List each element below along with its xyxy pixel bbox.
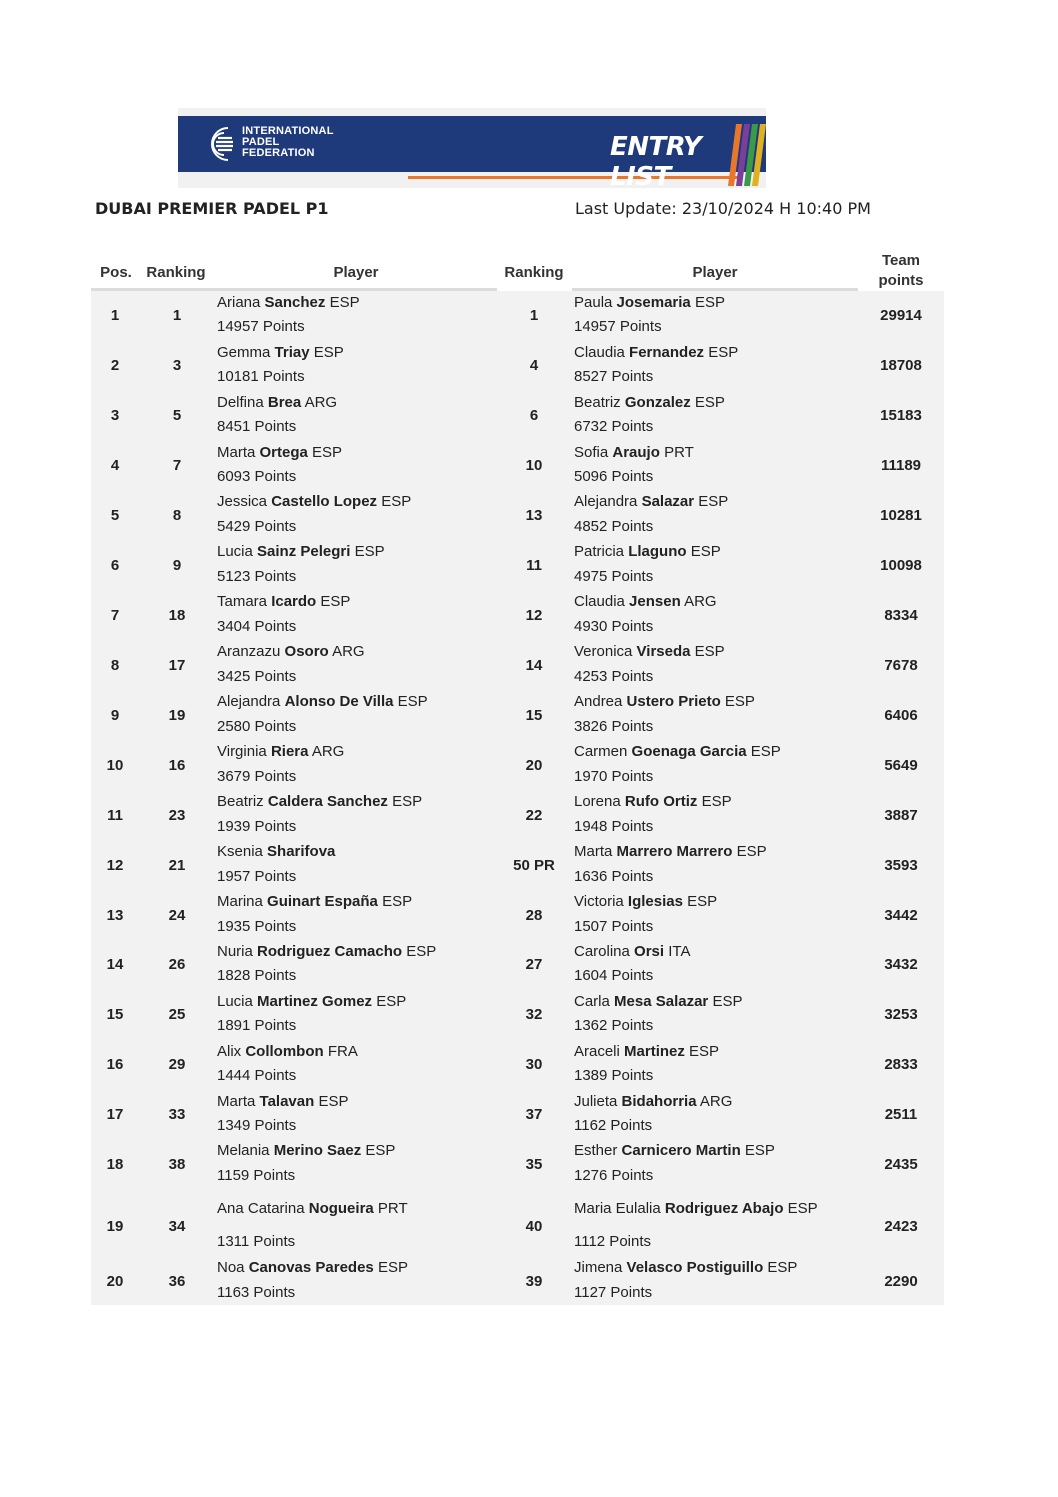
player-2-name [574,1043,719,1060]
first-name: Nuria [217,943,253,960]
first-name: Veronica [574,643,633,660]
ranking-cell-2: 11 [526,556,542,574]
position-cell: 12 [106,856,124,874]
ranking-cell-2: 28 [525,906,543,924]
player-1-name [217,444,342,461]
player-2-points: 8527 Points [574,368,654,385]
last-name: Osoro [284,643,329,660]
position-cell: 20 [106,1272,124,1290]
last-name: Iglesias [627,893,683,910]
nationality: ESP [787,1200,818,1217]
last-name: Marrero Marrero [616,843,733,860]
team-points-cell: 15183 [880,407,922,424]
player-1-points: 1444 Points [217,1067,297,1084]
position-cell: 6 [110,556,120,574]
player-1-name [217,1259,408,1276]
player-1-points: 1159 Points [217,1167,296,1184]
first-name: Gemma [217,344,271,361]
first-name: Lorena [574,793,621,810]
header-pos: Pos. [100,264,132,281]
last-name: Virseda [636,643,691,660]
ranking-cell-2: 4 [529,357,539,374]
player-1-name [217,543,385,560]
player-2-points: 1162 Points [574,1117,653,1134]
nationality: ESP [365,1142,396,1159]
team-points-cell: 6406 [884,706,918,724]
nationality: ESP [329,294,360,311]
nationality: ESP [687,893,718,910]
ranking-cell-2: 32 [525,1006,543,1023]
first-name: Esther [574,1142,618,1159]
nationality: ESP [701,793,732,810]
first-name: Marta [217,444,256,461]
first-name: Maria Eulalia [574,1200,661,1217]
team-points-cell: 3442 [884,906,918,924]
nationality: ESP [690,543,721,560]
nationality: ESP [377,1259,408,1276]
first-name: Marta [574,843,613,860]
first-name: Noa [217,1259,245,1276]
last-name: Caldera Sanchez [267,793,388,810]
nationality: ARG [684,593,717,610]
player-2-name [574,344,738,361]
last-name: Salazar [641,493,695,510]
ranking-cell-2: 39 [525,1272,543,1290]
first-name: Alejandra [217,693,281,710]
ranking-cell-2: 35 [525,1155,543,1173]
ranking-cell-1: 23 [168,806,186,824]
ranking-cell-1: 8 [172,506,182,524]
last-name: Sainz Pelegri [257,543,351,560]
player-2-name [574,693,755,710]
player-1-points: 1311 Points [217,1233,296,1250]
position-cell: 9 [110,706,120,724]
player-1-name [217,693,428,710]
player-1-points: 2580 Points [217,718,297,735]
nationality: ESP [712,993,743,1010]
nationality: FRA [327,1043,358,1060]
first-name: Ana Catarina [217,1200,305,1217]
player-2-points: 1276 Points [574,1167,654,1184]
player-1-name [217,943,436,960]
team-points-cell: 3432 [884,956,918,973]
last-update: Last Update: 23/10/2024 H 10:40 PM [575,199,871,218]
banner-title: ENTRY LIST [610,132,702,188]
first-name: Alejandra [574,493,638,510]
player-2-points: 4852 Points [574,518,654,535]
last-name: Nogueira [308,1200,374,1217]
player-2-name [574,543,721,560]
first-name: Marta [217,1093,256,1110]
team-points-cell: 3593 [884,856,918,874]
last-name: Goenaga Garcia [631,743,747,760]
first-name: Lucia [217,543,253,560]
player-2-points: 6732 Points [574,418,654,435]
player-1-name [217,793,422,810]
ranking-cell-2: 50 PR [513,856,555,874]
team-points-cell: 3253 [884,1006,918,1023]
ranking-cell-1: 24 [168,906,186,924]
player-2-points: 1604 Points [574,967,654,984]
player-2-name [574,493,728,510]
nationality: ARG [304,394,338,411]
nationality: ESP [381,493,412,510]
player-2-name [574,943,690,960]
first-name: Andrea [574,693,623,710]
last-name: Velasco Postiguillo [626,1259,764,1276]
tournament-name: DUBAI PREMIER PADEL P1 [95,199,329,218]
nationality: ESP [694,294,725,311]
nationality: ARG [311,743,345,760]
nationality: PRT [664,444,694,461]
first-name: Claudia [574,344,625,361]
header-player-1: Player [333,264,379,281]
federation-name: INTERNATIONAL PADEL FEDERATION [242,125,334,159]
ranking-cell-1: 33 [168,1106,186,1123]
player-1-name [217,843,335,860]
player-1-name [217,394,337,411]
nationality: ESP [694,394,725,411]
nationality: ESP [689,1043,720,1060]
position-cell: 19 [106,1217,124,1235]
player-2-points: 4253 Points [574,668,654,685]
player-1-name [217,493,411,510]
first-name: Carla [574,993,610,1010]
player-2-points: 4930 Points [574,618,654,635]
last-name: Martinez [624,1043,685,1060]
last-name: Llaguno [628,543,687,560]
last-name: Riera [270,743,309,760]
position-cell: 17 [106,1106,124,1123]
player-2-name [574,1093,732,1110]
first-name: Jessica [217,493,268,510]
position-cell: 18 [106,1155,124,1173]
player-2-points: 1112 Points [574,1233,651,1250]
ranking-cell-2: 22 [525,806,543,824]
last-name: Castello Lopez [271,493,378,510]
player-1-points: 3679 Points [217,768,297,785]
player-2-points: 1362 Points [574,1017,654,1034]
first-name: Marina [217,893,263,910]
player-2-points: 1970 Points [574,768,654,785]
nationality: PRT [377,1200,408,1217]
player-1-points: 1163 Points [217,1284,296,1301]
ranking-cell-1: 34 [168,1217,186,1235]
first-name: Beatriz [574,394,621,411]
nationality: ESP [354,543,385,560]
ranking-cell-1: 16 [168,756,186,774]
player-2-name [574,1259,797,1276]
last-name: Icardo [271,593,317,610]
player-1-name [217,1200,408,1217]
team-points-cell: 2423 [884,1217,918,1235]
player-1-points: 6093 Points [217,468,297,485]
last-name: Rufo Ortiz [624,793,698,810]
ranking-cell-1: 1 [172,307,182,324]
team-points-cell: 2833 [884,1056,918,1073]
first-name: Melania [217,1142,270,1159]
team-points-cell: 10281 [880,506,922,524]
nationality: ESP [750,743,781,760]
player-1-points: 1891 Points [217,1017,297,1034]
nationality: ESP [724,693,755,710]
player-1-name [217,1093,348,1110]
position-cell: 13 [106,906,124,924]
ranking-cell-2: 27 [525,956,543,973]
team-points-cell: 5649 [884,756,918,774]
position-cell: 3 [110,407,120,424]
player-1-name [217,743,344,760]
first-name: Claudia [574,593,625,610]
last-name: Gonzalez [624,394,691,411]
last-name: Fernandez [629,344,705,361]
player-1-points: 3425 Points [217,668,297,685]
player-2-points: 1948 Points [574,818,654,835]
team-points-cell: 3887 [884,806,918,824]
team-points-cell: 18708 [880,357,922,374]
ranking-cell-2: 10 [525,457,543,474]
last-name: Martinez Gomez [257,993,373,1010]
player-1-name [217,893,412,910]
last-name: Guinart España [267,893,378,910]
team-points-cell: 8334 [884,606,918,624]
last-name: Josemaria [616,294,691,311]
ranking-cell-1: 7 [172,457,182,474]
ranking-cell-2: 6 [529,407,539,424]
team-points-cell: 11189 [880,457,922,474]
nationality: ARG [332,643,365,660]
nationality: ITA [668,943,691,960]
position-cell: 2 [110,357,120,374]
position-cell: 10 [106,756,124,774]
ranking-cell-2: 37 [525,1106,543,1123]
nationality: ESP [698,493,729,510]
nationality: ESP [382,893,413,910]
player-1-name [217,344,344,361]
last-name: Ortega [259,444,308,461]
ranking-cell-2: 1 [529,307,539,324]
last-name: Carnicero Martin [621,1142,741,1159]
banner-color-stripes-icon [726,116,766,186]
last-name: Mesa Salazar [614,993,709,1010]
last-name: Ustero Prieto [626,693,721,710]
nationality: ESP [320,593,351,610]
ranking-cell-1: 19 [168,706,186,724]
first-name: Carolina [574,943,630,960]
ranking-cell-1: 9 [172,556,182,574]
nationality: ESP [708,344,739,361]
ranking-cell-1: 26 [168,956,186,973]
player-1-points: 1939 Points [217,818,297,835]
player-2-name [574,294,725,311]
last-name: Jensen [629,593,681,610]
first-name: Virginia [217,743,267,760]
first-name: Beatriz [217,793,264,810]
ranking-cell-2: 15 [525,706,543,724]
player-2-points: 1636 Points [574,868,654,885]
nationality: ESP [397,693,428,710]
player-2-name [574,394,725,411]
last-name: Rodriguez Camacho [257,943,403,960]
player-1-name [217,294,360,311]
last-name: Canovas Paredes [248,1259,374,1276]
first-name: Alix [217,1043,242,1060]
team-points-cell: 2511 [884,1106,918,1123]
player-2-name [574,643,725,660]
player-2-points: 1127 Points [574,1284,653,1301]
player-2-points: 5096 Points [574,468,654,485]
player-1-points: 8451 Points [217,418,297,435]
player-2-points: 14957 Points [574,318,662,335]
nationality: ESP [406,943,437,960]
ranking-cell-1: 36 [168,1272,186,1290]
ranking-cell-2: 30 [525,1056,543,1073]
player-1-points: 1349 Points [217,1117,297,1134]
header-player-2: Player [692,264,738,281]
nationality: ESP [767,1259,798,1276]
ranking-cell-1: 18 [168,606,186,624]
nationality: ESP [392,793,423,810]
ranking-cell-2: 14 [525,656,543,674]
first-name: Jimena [574,1259,623,1276]
position-cell: 16 [106,1056,124,1073]
player-1-points: 1935 Points [217,918,297,935]
player-2-points: 1507 Points [574,918,654,935]
last-name: Collombon [245,1043,324,1060]
nationality: ESP [694,643,725,660]
team-points-cell: 29914 [880,307,922,324]
nationality: ARG [699,1093,733,1110]
first-name: Aranzazu [217,643,281,660]
player-2-name [574,1200,818,1217]
last-name: Rodriguez Abajo [664,1200,784,1217]
first-name: Julieta [574,1093,618,1110]
position-cell: 14 [106,956,124,973]
ranking-cell-1: 3 [172,357,182,374]
position-cell: 15 [106,1006,124,1023]
ranking-cell-2: 20 [525,756,543,774]
last-name: Bidahorria [621,1093,697,1110]
player-2-points: 1389 Points [574,1067,654,1084]
last-name: Araujo [612,444,660,461]
player-2-name [574,444,694,461]
entry-list-banner [178,108,766,188]
nationality: ESP [736,843,767,860]
player-1-name [217,643,365,660]
position-cell: 11 [107,806,123,824]
ranking-cell-1: 5 [172,407,182,424]
header-team-points: Team points [878,252,924,289]
ranking-cell-1: 25 [168,1006,186,1023]
first-name: Patricia [574,543,625,560]
last-name: Sharifova [267,843,336,860]
player-1-name [217,1142,395,1159]
team-points-cell: 7678 [884,656,918,674]
position-cell: 4 [110,457,120,474]
team-points-cell: 2435 [884,1155,918,1173]
first-name: Tamara [217,593,268,610]
ranking-cell-2: 12 [525,606,543,624]
header-ranking-1: Ranking [146,264,206,281]
ranking-cell-1: 21 [168,856,186,874]
nationality: ESP [376,993,407,1010]
nationality: ESP [318,1093,349,1110]
player-2-name [574,793,732,810]
player-2-name [574,743,781,760]
ranking-cell-1: 29 [168,1056,186,1073]
nationality: ESP [313,344,344,361]
player-2-name [574,1142,775,1159]
position-cell: 1 [110,307,120,324]
team-points-cell: 2290 [884,1272,918,1290]
first-name: Paula [574,294,613,311]
ranking-cell-1: 17 [168,656,186,674]
padel-federation-logo-icon [206,124,236,164]
last-name: Talavan [259,1093,315,1110]
team-points-cell: 10098 [880,556,922,574]
player-1-name [217,993,406,1010]
ranking-cell-2: 40 [525,1217,543,1235]
player-1-points: 1828 Points [217,967,297,984]
player-2-name [574,593,717,610]
last-name: Triay [274,344,310,361]
last-name: Brea [267,394,302,411]
last-name: Merino Saez [273,1142,362,1159]
position-cell: 8 [110,656,120,674]
player-2-name [574,843,767,860]
player-1-points: 14957 Points [217,318,305,335]
first-name: Ariana [217,294,261,311]
player-2-points: 3826 Points [574,718,654,735]
player-1-points: 1957 Points [217,868,297,885]
ranking-cell-2: 13 [525,506,543,524]
player-2-name [574,993,742,1010]
position-cell: 5 [110,506,120,524]
nationality: ESP [312,444,343,461]
first-name: Delfina [217,394,264,411]
nationality: ESP [744,1142,775,1159]
first-name: Lucia [217,993,253,1010]
player-1-points: 5429 Points [217,518,297,535]
player-1-points: 3404 Points [217,618,297,635]
last-name: Sanchez [264,294,326,311]
position-cell: 7 [110,606,120,624]
first-name: Sofia [574,444,609,461]
first-name: Carmen [574,743,628,760]
ranking-cell-1: 38 [168,1155,186,1173]
last-name: Alonso De Villa [284,693,394,710]
player-1-name [217,1043,358,1060]
first-name: Victoria [574,893,624,910]
player-1-name [217,593,350,610]
first-name: Ksenia [217,843,263,860]
last-name: Orsi [634,943,665,960]
first-name: Araceli [574,1043,620,1060]
player-1-points: 5123 Points [217,568,297,585]
player-2-name [574,893,717,910]
player-1-points: 10181 Points [217,368,305,385]
header-ranking-2: Ranking [504,264,564,281]
player-2-points: 4975 Points [574,568,654,585]
